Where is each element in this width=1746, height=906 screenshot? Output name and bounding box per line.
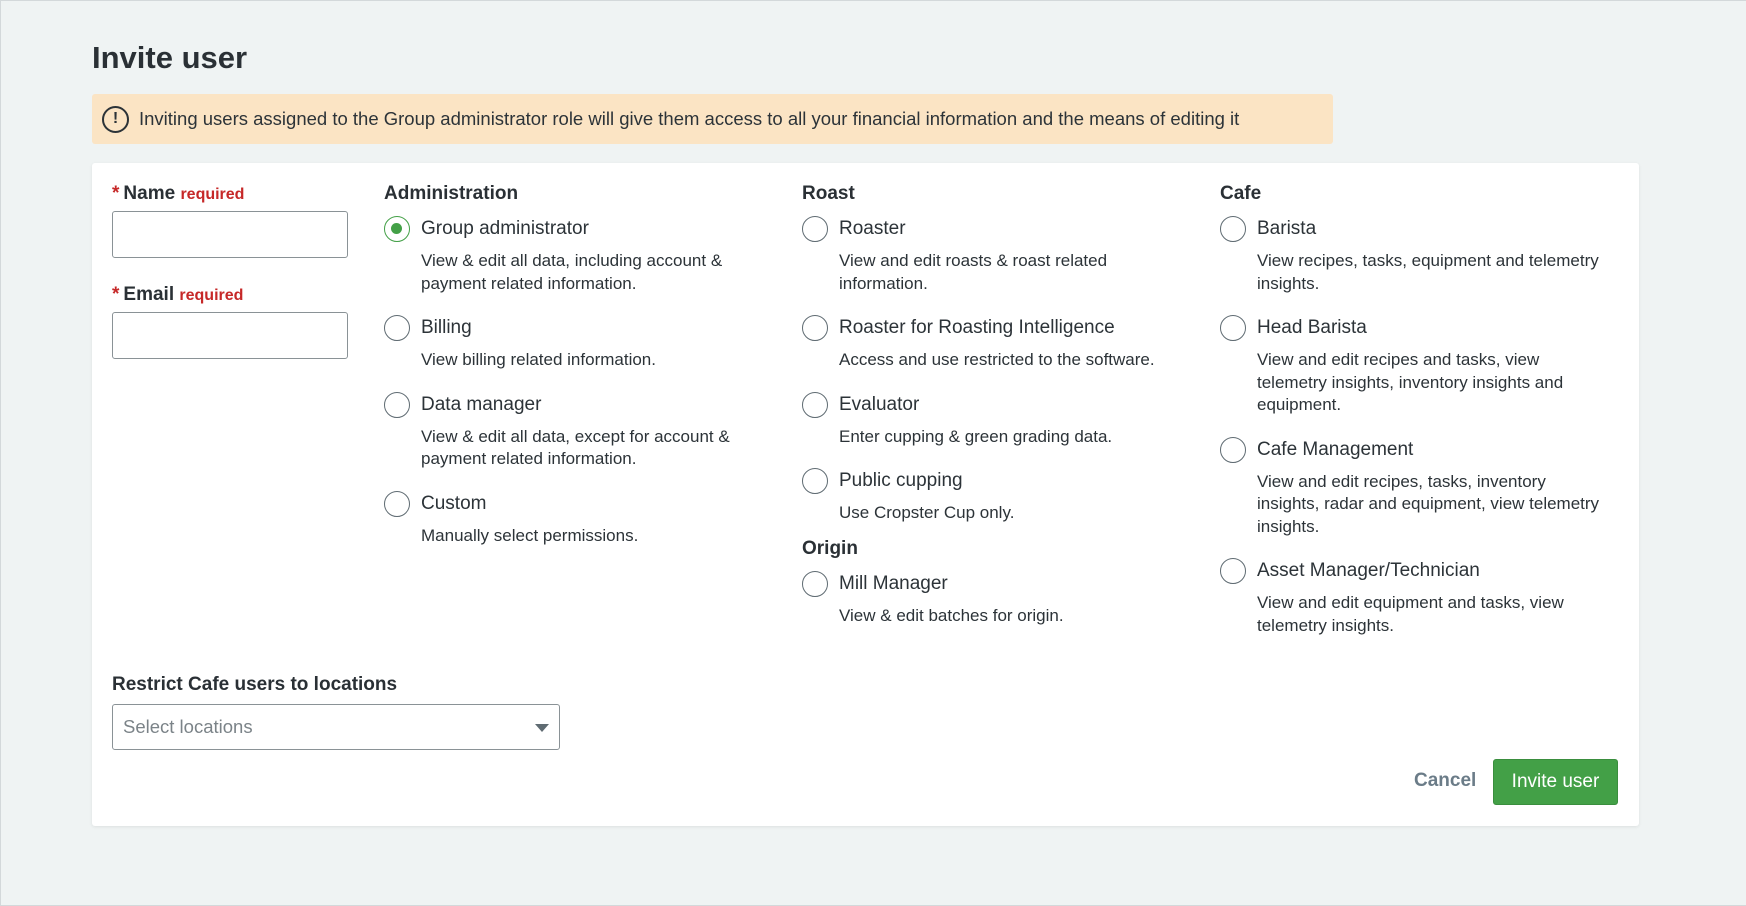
role-description: View and edit equipment and tasks, view telemetry insights. — [1257, 593, 1564, 635]
radio-cafe-management[interactable] — [1220, 437, 1246, 463]
role-label: Mill Manager — [839, 572, 948, 594]
restrict-locations-label: Restrict Cafe users to locations — [112, 674, 398, 695]
radio-evaluator[interactable] — [802, 392, 828, 418]
role-label: Asset Manager/Technician — [1257, 560, 1480, 581]
role-label: Barista — [1257, 218, 1317, 239]
radio-mill-manager[interactable] — [802, 571, 828, 597]
alert-text: Inviting users assigned to the Group administrator role will give them access to all your financial information and the means of editing it — [139, 108, 1240, 129]
radio-barista[interactable] — [1220, 216, 1246, 242]
required-star: * — [112, 284, 120, 305]
role-label: Head Barista — [1257, 317, 1367, 338]
role-label: Custom — [421, 492, 487, 514]
role-description: View & edit all data, including account & payment related information. — [421, 251, 723, 293]
role-option-roaster[interactable] — [802, 216, 1182, 295]
origin-heading: Origin — [802, 537, 858, 559]
roast-column — [802, 183, 1182, 647]
role-option-public-cupping[interactable] — [802, 468, 1182, 525]
radio-group-administrator[interactable] — [384, 216, 410, 242]
role-label: Roaster — [839, 218, 906, 239]
required-star: * — [112, 183, 120, 204]
role-option-mill-manager[interactable] — [802, 571, 1182, 628]
role-label: Evaluator — [839, 393, 920, 415]
required-tag: required — [179, 287, 244, 304]
role-label: Billing — [421, 317, 472, 338]
page-title: Invite user — [92, 40, 248, 75]
locations-select[interactable] — [112, 704, 560, 750]
cafe-heading: Cafe — [1220, 183, 1262, 204]
role-description: Manually select permissions. — [421, 525, 639, 545]
role-description: View and edit roasts & roast related information. — [839, 251, 1108, 293]
radio-public-cupping[interactable] — [802, 468, 828, 494]
role-label: Public cupping — [839, 470, 963, 491]
role-description: View & edit batches for origin. — [839, 605, 1064, 625]
role-description: View and edit recipes, tasks, inventory insights, radar and equipment, view telemetry insights. — [1257, 471, 1600, 536]
role-option-data-manager[interactable] — [384, 392, 764, 471]
role-option-barista[interactable] — [1220, 216, 1610, 295]
radio-asset-manager[interactable] — [1220, 558, 1246, 584]
roast-heading: Roast — [802, 183, 855, 204]
role-option-evaluator[interactable] — [802, 392, 1182, 449]
email-label — [112, 284, 243, 306]
cancel-button[interactable]: Cancel — [1408, 766, 1482, 796]
radio-billing[interactable] — [384, 315, 410, 341]
radio-roaster-intelligence[interactable] — [802, 315, 828, 341]
role-label: Cafe Management — [1257, 438, 1414, 460]
email-input[interactable] — [112, 312, 348, 359]
radio-custom[interactable] — [384, 491, 410, 517]
exclamation-circle-icon: ! — [102, 106, 129, 133]
role-option-asset-manager[interactable] — [1220, 558, 1610, 637]
name-input[interactable] — [112, 211, 348, 258]
cafe-column — [1220, 183, 1610, 657]
warning-alert — [92, 94, 1333, 144]
locations-select-placeholder: Select locations — [123, 716, 253, 737]
name-label-text: Name — [123, 183, 176, 204]
role-label: Data manager — [421, 393, 542, 415]
radio-roaster[interactable] — [802, 216, 828, 242]
role-description: Access and use restricted to the software. — [839, 350, 1155, 369]
role-option-custom[interactable] — [384, 491, 764, 548]
role-label: Roaster for Roasting Intelligence — [839, 317, 1115, 338]
role-description: View recipes, tasks, equipment and telemetry insights. — [1257, 251, 1599, 293]
invite-user-button[interactable]: Invite user — [1493, 759, 1618, 805]
role-option-roaster-intelligence[interactable] — [802, 315, 1182, 372]
role-description: View & edit all data, except for account & payment related information. — [421, 426, 730, 468]
email-label-text: Email — [123, 284, 175, 305]
required-tag: required — [180, 186, 245, 203]
role-option-cafe-management[interactable] — [1220, 437, 1610, 539]
caret-down-icon — [535, 724, 549, 732]
role-description: Enter cupping & green grading data. — [839, 426, 1113, 446]
radio-data-manager[interactable] — [384, 392, 410, 418]
role-option-group-administrator[interactable] — [384, 216, 764, 295]
radio-head-barista[interactable] — [1220, 315, 1246, 341]
role-description: Use Cropster Cup only. — [839, 503, 1015, 522]
role-label: Group administrator — [421, 218, 589, 239]
role-description: View and edit recipes and tasks, view telemetry insights, inventory insights and equipment. — [1257, 350, 1564, 414]
administration-heading: Administration — [384, 183, 519, 204]
name-label — [112, 183, 244, 205]
administration-column — [384, 183, 764, 567]
role-description: View billing related information. — [421, 350, 656, 369]
role-option-head-barista[interactable] — [1220, 315, 1610, 417]
role-option-billing[interactable] — [384, 315, 764, 372]
